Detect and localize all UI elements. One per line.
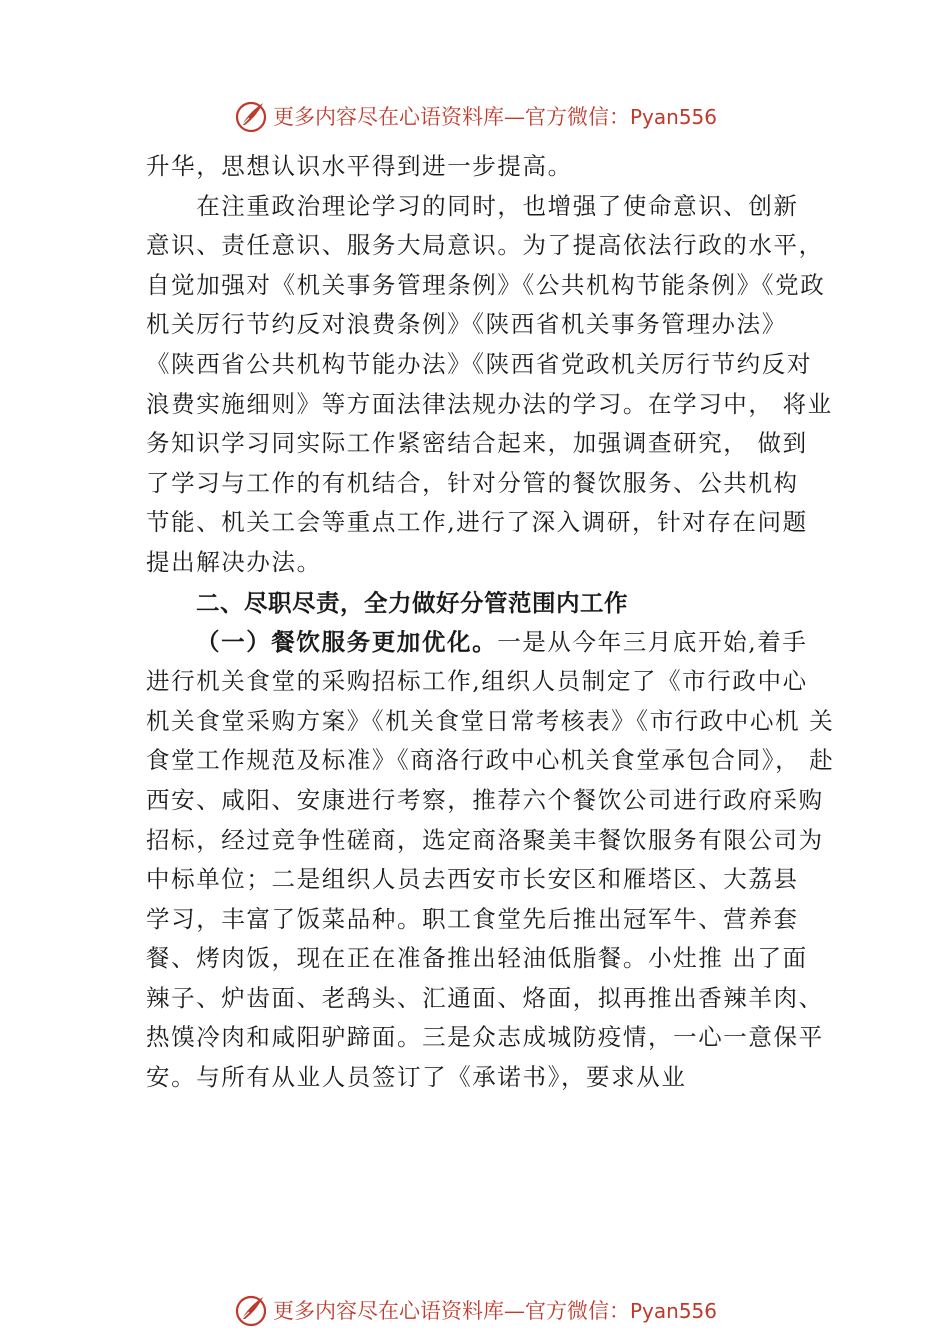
body-line: 进行机关食堂的采购招标工作,组织人员制定了《市行政中心 <box>146 667 808 696</box>
watermark-banner-bottom <box>0 1290 950 1330</box>
watermark-dash: — <box>503 1299 525 1323</box>
body-line: 在注重政治理论学习的同时，也增强了使命意识、创新 <box>146 191 799 220</box>
watermark-main: 更多内容尽在心语资料库 <box>272 1299 504 1323</box>
body-line: 机关食堂采购方案》《机关食堂日常考核表》《市行政中心机 关 <box>146 706 835 735</box>
body-line: 招标，经过竞争性磋商，选定商洛聚美丰餐饮服务有限公司为 <box>146 825 824 854</box>
body-line: 节能、机关工会等重点工作,进行了深入调研，针对存在问题 <box>146 508 808 537</box>
feather-logo-icon <box>233 98 269 134</box>
watermark-wechat-label: 官方微信： <box>524 105 630 129</box>
body-line: 辣子、炉齿面、老鸹头、汇通面、烙面，拟再推出香辣羊肉、 <box>146 983 824 1012</box>
body-line: 了学习与工作的有机结合，针对分管的餐饮服务、公共机构 <box>146 468 799 497</box>
watermark-text <box>273 1295 717 1325</box>
section-heading <box>146 583 836 623</box>
body-line: 《陕西省公共机构节能办法》《陕西省党政机关厉行节约反对 <box>146 349 812 378</box>
body-line <box>146 623 836 663</box>
watermark-wechat-id: Pyan556 <box>629 105 717 129</box>
body-line: 西安、咸阳、安康进行考察，推荐六个餐饮公司进行政府采购 <box>146 785 824 814</box>
body-line: 机关厉行节约反对浪费条例》《陕西省机关事务管理办法》 <box>146 310 787 339</box>
body-line: 务知识学习同实际工作紧密结合起来，加强调查研究， 做到 <box>146 429 808 458</box>
watermark-text <box>273 101 717 131</box>
body-line: 升华，思想认识水平得到进一步提高。 <box>146 152 573 180</box>
feather-logo-icon <box>233 1292 269 1328</box>
body-line: 学习，丰富了饭菜品种。职工食堂先后推出冠军牛、营养套 <box>146 904 799 933</box>
document-body <box>146 147 836 1098</box>
body-line: 中标单位；二是组织人员去西安市长安区和雁塔区、大荔县 <box>146 865 799 894</box>
body-line: 食堂工作规范及标准》《商洛行政中心机关食堂承包合同》， 赴 <box>146 746 835 775</box>
watermark-dash: — <box>503 105 525 129</box>
watermark-banner-top <box>0 96 950 136</box>
body-line: 意识、责任意识、服务大局意识。为了提高依法行政的水平， <box>146 231 824 260</box>
body-line: 提出解决办法。 <box>146 547 322 576</box>
section-heading-text: 二、尽职尽责，全力做好分管范围内工作 <box>196 588 628 617</box>
body-line: 安。与所有从业人员签订了《承诺书》，要求从业 <box>146 1063 687 1092</box>
body-line: 餐、烤肉饭，现在正在准备推出轻油低脂餐。小灶推 出了面 <box>146 944 808 973</box>
body-line: 自觉加强对《机关事务管理条例》《公共机构节能条例》《党政 <box>146 270 826 299</box>
subsection-label: （一）餐饮服务更加优化。 <box>196 627 498 656</box>
watermark-main: 更多内容尽在心语资料库 <box>272 105 504 129</box>
body-line: 浪费实施细则》等方面法律法规办法的学习。在学习中， 将业 <box>146 389 833 418</box>
subsection-first-line: 一是从今年三月底开始,着手 <box>497 627 808 656</box>
watermark-wechat-id: Pyan556 <box>629 1299 717 1323</box>
body-line: 热馍冷肉和咸阳驴蹄面。三是众志成城防疫情，一心一意保平 <box>146 1023 824 1052</box>
watermark-wechat-label: 官方微信： <box>524 1299 630 1323</box>
